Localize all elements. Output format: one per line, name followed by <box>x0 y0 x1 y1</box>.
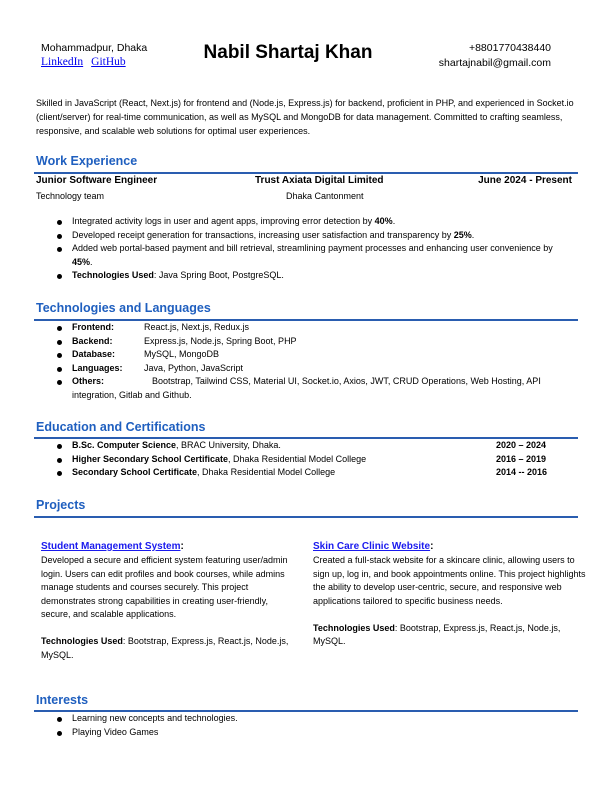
job-company: Trust Axiata Digital Limited <box>255 175 384 186</box>
summary: Skilled in JavaScript (React, Next.js) for frontend and (Node.js, Express.js) for backend, proficient in PHP, and experienced in Socket.io (client/server) for real-time communication, as well as MySQL and MongoDB for data management. Committed to crafting seamless, responsive, and scalable web solutions for optimal user experiences. <box>36 98 574 136</box>
list-item: Backend: Express.js, Node.js, Spring Boot, PHP <box>36 335 576 349</box>
job-header <box>36 175 572 186</box>
location: Mohammadpur, Dhaka <box>41 42 148 54</box>
list-item: Added web portal-based payment and bill retrieval, streamlining payment processes and enhancing user convenience by 45%. <box>36 242 556 269</box>
technologies-list <box>36 321 576 402</box>
project-link-skin-care[interactable]: Skin Care Clinic Website <box>313 541 431 552</box>
project-card: Student Management System: Developed a secure and efficient system featuring user/admin login. Users can edit profiles and book courses, while admins manage students and courses securely. This project demonstrates strong capabilities in creating user-friendly, secure, and scalable applications. Technologies Used: Bootstrap, Express.js, React.js, Node.js, MySQL. <box>41 539 299 662</box>
list-item: Database: MySQL, MongoDB <box>36 348 576 362</box>
list-item: Playing Video Games <box>36 726 556 740</box>
section-divider <box>34 516 578 518</box>
project-description: Developed a secure and efficient system featuring user/admin login. Users can edit profiles and book courses, while admins manage students and courses securely. This project demonstrates strong capabilities in creating user-friendly, secure, and scalable applications. <box>41 555 288 619</box>
job-dates: June 2024 - Present <box>478 175 572 186</box>
interests-list <box>36 712 556 739</box>
phone: +8801770438440 <box>468 42 551 54</box>
candidate-name: Nabil Shartaj Khan <box>203 42 373 63</box>
github-link[interactable]: GitHub <box>91 56 126 68</box>
list-item: Others: Bootstrap, Tailwind CSS, Material UI, Socket.io, Axios, JWT, CRUD Operations, Web Hosting, API integration, Gitlab and Github. <box>36 375 576 402</box>
section-title-technologies: Technologies and Languages <box>36 301 211 315</box>
linkedin-link[interactable]: LinkedIn <box>41 56 84 68</box>
header-contact-right <box>439 41 551 71</box>
section-divider <box>34 172 578 174</box>
section-title-projects: Projects <box>36 498 86 512</box>
section-title-education: Education and Certifications <box>36 420 206 434</box>
job-subheader <box>36 191 576 201</box>
list-item: Languages: Java, Python, JavaScript <box>36 362 576 376</box>
list-item: Integrated activity logs in user and agent apps, improving error detection by 40%. <box>36 215 556 229</box>
list-item: Secondary School Certificate, Dhaka Residential Model College 2014 -- 2016 <box>36 466 556 480</box>
project-card: Skin Care Clinic Website: Created a full-stack website for a skincare clinic, allowing users to sign up, log in, and book appointments online. This project highlights the ability to develop user-centric, secure, and responsive web applications tailored to specific business needs. Technologies Used: Bootstrap, Express.js, React.js, Node.js, MySQL. <box>313 539 588 649</box>
project-link-student-management[interactable]: Student Management System <box>41 541 181 552</box>
email: shartajnabil@gmail.com <box>438 57 551 69</box>
list-item: Higher Secondary School Certificate, Dhaka Residential Model College 2016 – 2019 <box>36 453 556 467</box>
project-tech: Technologies Used: Bootstrap, Express.js, React.js, Node.js, MySQL. <box>41 636 289 660</box>
project-tech: Technologies Used: Bootstrap, Express.js, React.js, Node.js, MySQL. <box>313 622 561 646</box>
section-title-interests: Interests <box>36 693 89 707</box>
education-list <box>36 439 556 480</box>
list-item: Frontend: React.js, Next.js, Redux.js <box>36 321 576 335</box>
section-title-work: Work Experience <box>36 154 138 168</box>
list-item: Learning new concepts and technologies. <box>36 712 556 726</box>
work-bullets <box>36 215 556 283</box>
job-team: Technology team <box>36 191 105 201</box>
list-item: Developed receipt generation for transactions, increasing user satisfaction and transparency by 25%. <box>36 229 556 243</box>
job-role: Junior Software Engineer <box>36 175 158 186</box>
list-item: B.Sc. Computer Science, BRAC University, Dhaka. 2020 – 2024 <box>36 439 556 453</box>
list-item: Technologies Used: Java Spring Boot, PostgreSQL. <box>36 269 556 283</box>
project-description: Created a full-stack website for a skincare clinic, allowing users to sign up, log in, and book appointments online. This project highlights the ability to develop user-centric, secure, and responsive web applications tailored to specific business needs. <box>313 555 586 606</box>
job-location: Dhaka Cantonment <box>286 191 364 201</box>
